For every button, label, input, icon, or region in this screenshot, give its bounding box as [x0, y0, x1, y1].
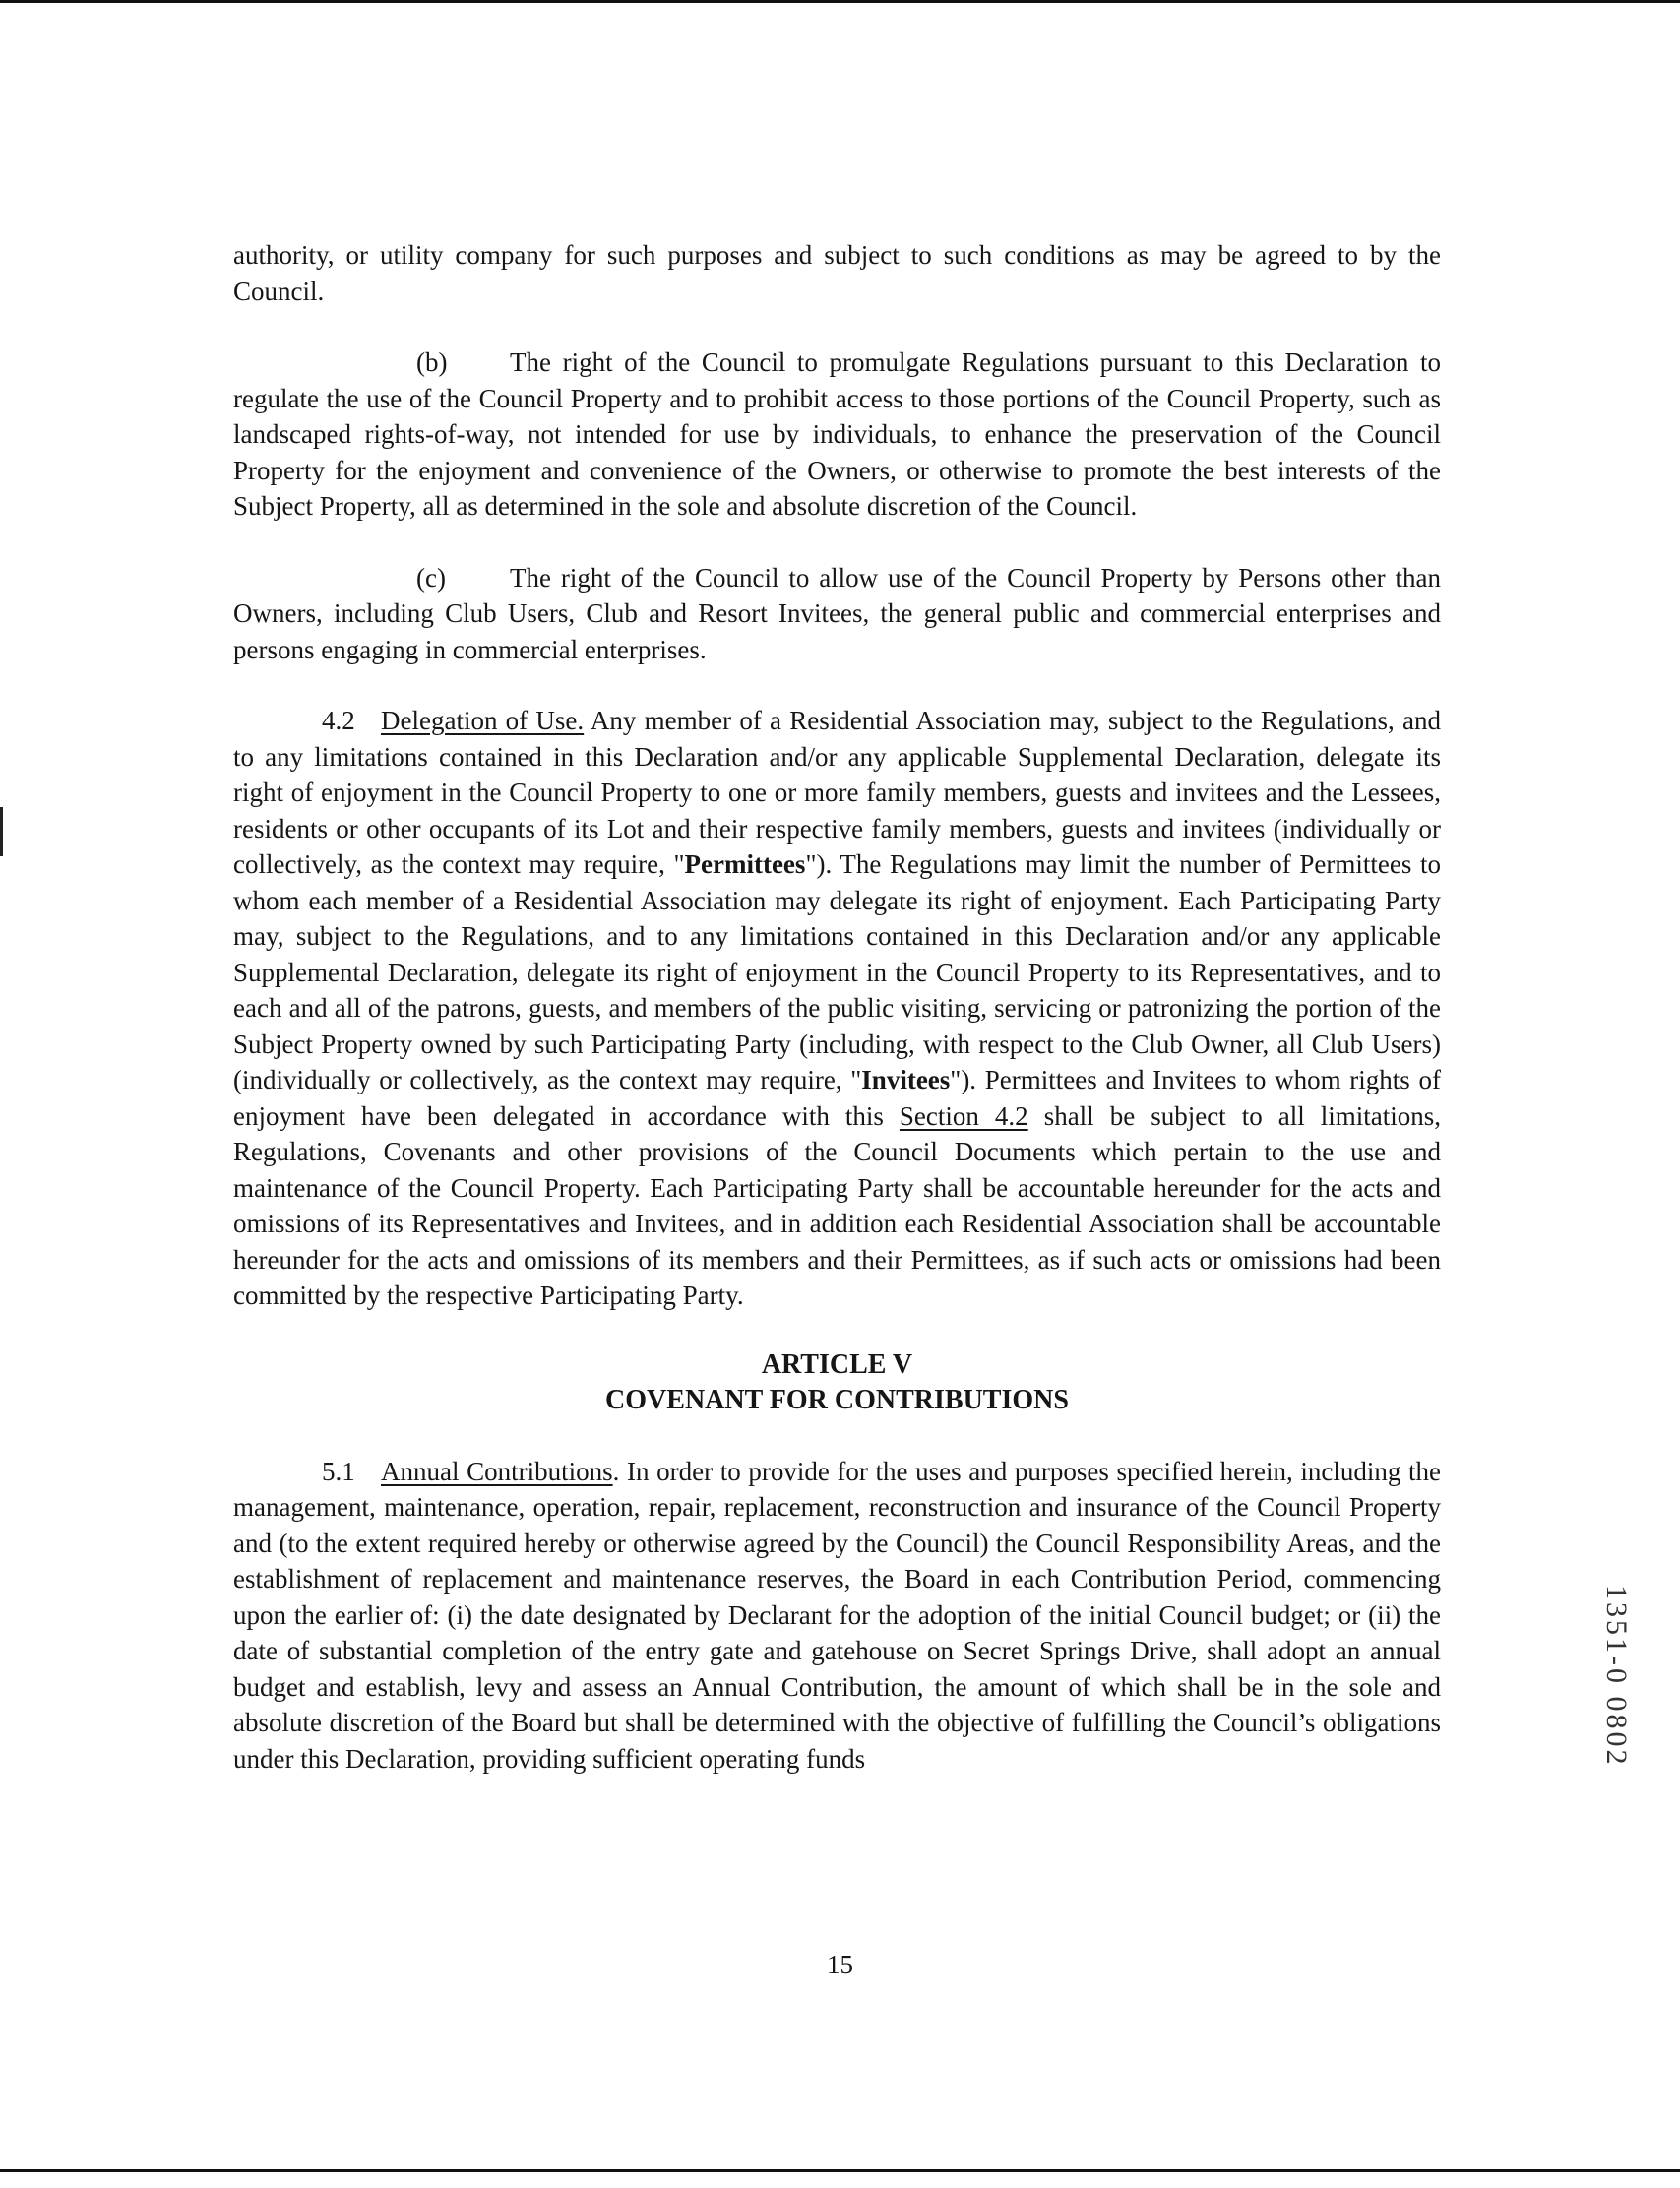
section-4-2 [233, 703, 1441, 1314]
document-body [233, 237, 1441, 1777]
defined-term-invitees: Invitees [861, 1065, 951, 1094]
section-4-2-text-2: "). The Regulations may limit the number of Permittees to whom each member of a Residential Association may delegate its right of enjoyment. Each Participating Party may, subject to the Regulations, and to any limitations contained in this Declaration and/or any applicable Supplemental Declaration, delegate its right of enjoyment in the Council Property to its Representatives, and to each and all of the patrons, guests, and members of the public visiting, servicing or patronizing the portion of the Subject Property owned by such Participating Party (including, with respect to the Club Owner, all Club Users) (individually or collectively, as the context may require, " [233, 849, 1441, 1094]
recording-margin-stamp: 1351-0 0802 [1600, 1585, 1633, 1768]
page-number: 15 [827, 1950, 853, 1979]
paragraph-continuation: authority, or utility company for such purposes and subject to such conditions as may be agreed to by the Council. [233, 240, 1441, 306]
section-4-2-number: 4.2 [322, 706, 355, 735]
paragraph-b [233, 344, 1441, 525]
section-5-1-heading: Annual Contributions [381, 1456, 613, 1486]
section-4-2-reference: Section 4.2 [899, 1100, 1028, 1131]
section-4-2-heading: Delegation of Use. [381, 706, 585, 735]
scan-border-bottom [0, 2169, 1680, 2172]
paragraph-c [233, 560, 1441, 668]
section-5-1 [233, 1454, 1441, 1778]
paragraph-b-text: The right of the Council to promulgate Regulations pursuant to this Declaration to regulate the use of the Council Property and to prohibit access to those portions of the Council Property, such as landscaped rights-of-way, not intended for use by individuals, to enhance the preservation of the Council Property for the enjoyment and convenience of the Owners, or otherwise to promote the best interests of the Subject Property, all as determined in the sole and absolute discretion of the Council. [233, 347, 1441, 521]
paragraph-c-label: (c) [416, 562, 446, 593]
section-5-1-text: . In order to provide for the uses and purposes specified herein, including the management, maintenance, operation, repair, replacement, reconstruction and insurance of the Council Property and (to the extent required hereby or otherwise agreed by the Council) the Council Responsibility Areas, and the establishment of replacement and maintenance reserves, the Board in each Contribution Period, commencing upon the earlier of: (i) the date designated by Declarant for the adoption of the initial Council budget; or (ii) the date of substantial completion of the entry gate and gatehouse on Secret Springs Drive, shall adopt an annual budget and establish, levy and assess an Annual Contribution, the amount of which shall be in the sole and absolute discretion of the Board but shall be determined with the objective of fulfilling the Council’s obligations under this Declaration, providing sufficient operating funds [233, 1456, 1441, 1774]
article-number: ARTICLE V [761, 1348, 913, 1380]
paragraph-c-text: The right of the Council to allow use of the Council Property by Persons other than Owners, including Club Users, Club and Resort Invitees, the general public and commercial enterprises and persons engaging in commercial enterprises. [233, 562, 1441, 664]
paragraph-b-label: (b) [416, 347, 448, 377]
scan-border-top [0, 0, 1680, 3]
article-heading [233, 1347, 1441, 1418]
section-4-2-text-4: shall be subject to all limitations, Regulations, Covenants and other provisions of the Council Documents which pertain to the use and maintenance of the Council Property. Each Participating Party shall be accountable hereunder for the acts and omissions of its Representatives and Invitees, and in addition each Residential Association shall be accountable hereunder for the acts and omissions of its members and their Permittees, as if such acts or omissions had been committed by the respective Participating Party. [233, 1100, 1441, 1310]
article-title: COVENANT FOR CONTRIBUTIONS [605, 1384, 1069, 1415]
section-4-2-text-1: Any member of a Residential Association may, subject to the Regulations, and to any limitations contained in this Declaration and/or any applicable Supplemental Declaration, delegate its right of enjoyment in the Council Property to one or more family members, guests and invitees and the Lessees, residents or other occupants of its Lot and their respective family members, guests and invitees (individually or collectively, as the context may require, " [233, 706, 1441, 879]
section-4-2-text-3: "). Permittees and Invitees to whom rights of enjoyment have been delegated in accordance with this [233, 1065, 1441, 1131]
defined-term-permittees: Permittees [684, 849, 806, 879]
scan-mark-left [0, 807, 3, 856]
section-5-1-number: 5.1 [322, 1456, 355, 1486]
